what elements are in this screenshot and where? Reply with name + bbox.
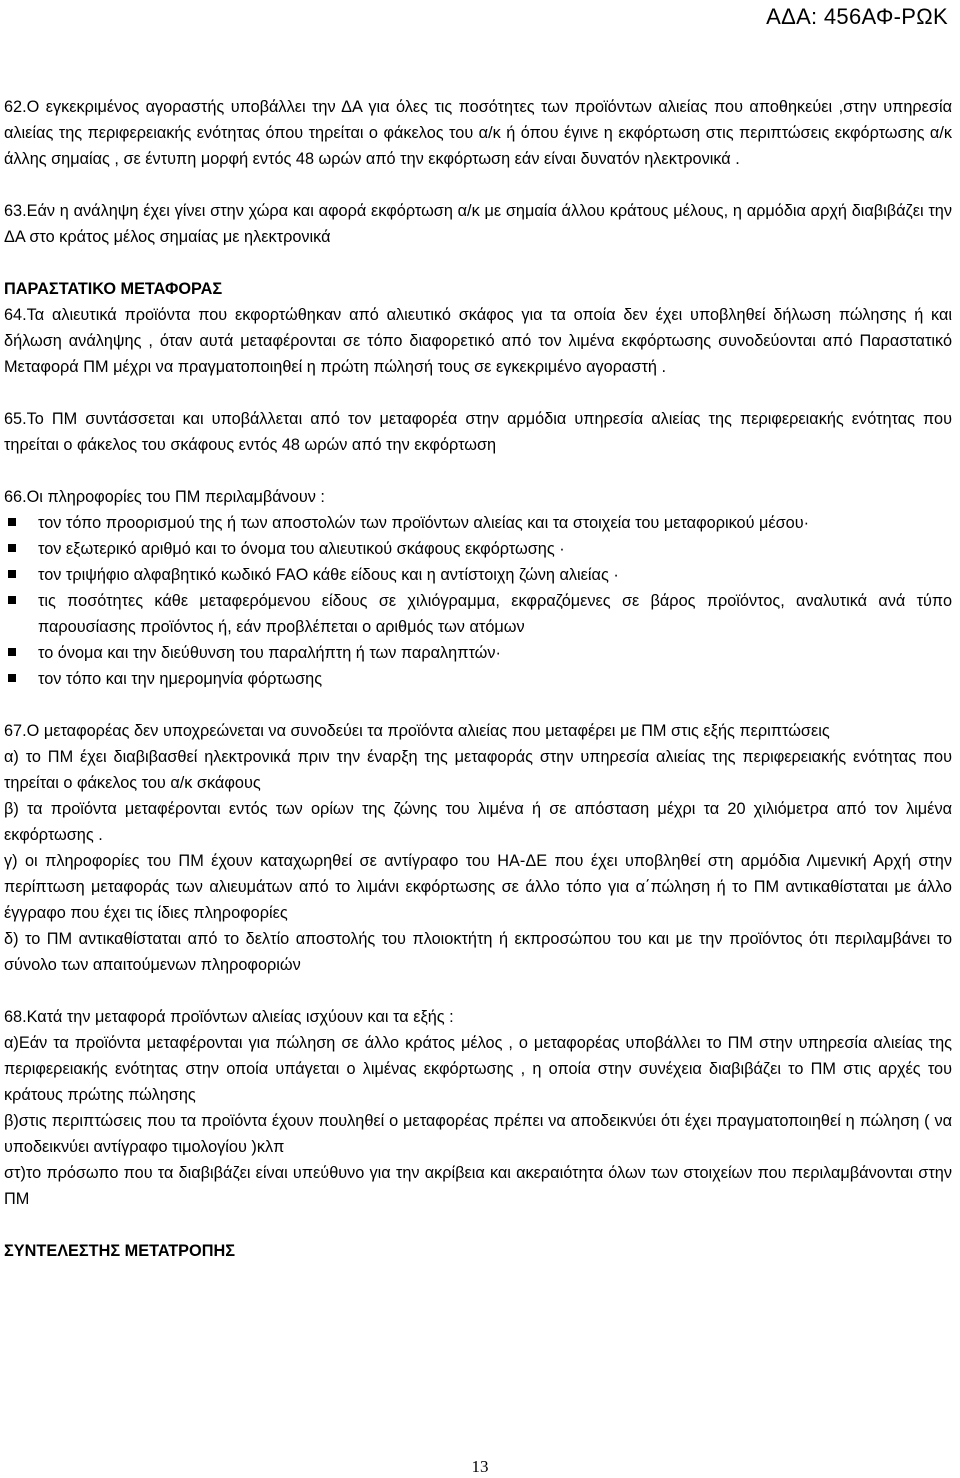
page-number: 13: [471, 1457, 489, 1476]
paragraph-68b: β)στις περιπτώσεις που τα προϊόντα έχουν πουληθεί ο μεταφορέας πρέπει να αποδεικνύει ότι έχει πραγματοποιηθεί η πώληση ( να υποδεικνύει αντίγραφο τιμολογίου )κλπ: [4, 1112, 952, 1156]
bullet-square-icon: [8, 544, 16, 552]
bullet-square-icon: [8, 674, 16, 682]
document-body: [4, 94, 952, 1264]
paragraph-66: 66.Οι πληροφορίες του ΠΜ περιλαμβάνουν :: [4, 488, 325, 506]
paragraph-64: 64.Τα αλιευτικά προϊόντα που εκφορτώθηκαν από αλιευτικό σκάφος για τα οποία δεν έχει υποβληθεί δήλωση πώλησης ή και δήλωση ανάληψης , όταν αυτά μεταφέρονται σε τόπο διαφορετικό από τον λιμένα εκφόρτωσης συνοδεύονται από Παραστατικό Μεταφορά ΠΜ μέχρι να πραγματοποιηθεί η πρώτη πώλησή τους σε εγκεκριμένο αγοραστή .: [4, 306, 952, 376]
list-item: τον τόπο προορισμού της ή των αποστολών των προϊόντων αλιείας και τα στοιχεία του μεταφορικού μέσου·: [4, 510, 952, 536]
list-item: τις ποσότητες κάθε μεταφερόμενου είδους σε χιλιόγραμμα, εκφραζόμενες σε βάρος προϊόντος, αναλυτικά ανά τύπο παρουσίασης προϊόντος ή, εάν προβλέπεται ο αριθμός των ατόμων: [4, 588, 952, 640]
heading-conversion-factor: ΣΥΝΤΕΛΕΣΤΗΣ ΜΕΤΑΤΡΟΠΗΣ: [4, 1242, 235, 1260]
paragraph-62: 62.Ο εγκεκριμένος αγοραστής υποβάλλει την ΔΑ για όλες τις ποσότητες των προϊόντων αλιείας που αποθηκεύει ,στην υπηρεσία αλιείας της περιφερειακής ενότητας όπου τηρείται ο φάκελος του α/κ ή όπου έγινε η εκφόρτωση στις περιπτώσεις εκφόρτωσης α/κ άλλης σημαίας , σε έντυπη μορφή εντός 48 ωρών από την εκφόρτωση εάν είναι δυνατόν ηλεκτρονικά .: [4, 98, 952, 168]
paragraph-65: 65.Το ΠΜ συντάσσεται και υποβάλλεται από τον μεταφορέα στην αρμόδια υπηρεσία αλιείας της περιφερειακής ενότητας που τηρείται ο φάκελος του σκάφους εντός 48 ωρών από την εκφόρτωση: [4, 410, 952, 454]
paragraph-68c: στ)το πρόσωπο που τα διαβιβάζει είναι υπεύθυνο για την ακρίβεια και ακεραιότητα όλων των στοιχείων που περιλαμβάνονται στην ΠΜ: [4, 1164, 952, 1208]
info-list: [4, 510, 952, 692]
bullet-square-icon: [8, 596, 16, 604]
paragraph-67b: β) τα προϊόντα μεταφέρονται εντός των ορίων της ζώνης του λιμένα ή σε απόσταση μέχρι τα 20 χιλιόμετρα από τον λιμένα εκφόρτωσης .: [4, 800, 952, 844]
bullet-square-icon: [8, 518, 16, 526]
paragraph-67a: α) το ΠΜ έχει διαβιβασθεί ηλεκτρονικά πριν την έναρξη της μεταφοράς στην υπηρεσία αλιείας της περιφερειακής ενότητας που τηρείται ο φάκελος του α/κ σκάφους: [4, 748, 952, 792]
list-item: το όνομα και την διεύθυνση του παραλήπτη ή των παραληπτών·: [4, 640, 952, 666]
paragraph-68a: α)Εάν τα προϊόντα μεταφέρονται για πώληση σε άλλο κράτος μέλος , ο μεταφορέας υποβάλλει το ΠΜ στην υπηρεσία αλιείας της περιφερειακής ενότητας στην οποία υπάγεται ο λιμένας εκφόρτωσης , η οποία στην συνέχεια διαβιβάζει το ΠΜ στις αρχές του κράτους πρώτης πώλησης: [4, 1034, 952, 1104]
list-item: τον εξωτερικό αριθμό και το όνομα του αλιευτικού σκάφους εκφόρτωσης ·: [4, 536, 952, 562]
paragraph-68: 68.Κατά την μεταφορά προϊόντων αλιείας ισχύουν και τα εξής :: [4, 1008, 454, 1026]
heading-transport-document: ΠΑΡΑΣΤΑΤΙΚΟ ΜΕΤΑΦΟΡΑΣ: [4, 280, 223, 298]
list-item: τον τόπο και την ημερομηνία φόρτωσης: [4, 666, 952, 692]
paragraph-67d: δ) το ΠΜ αντικαθίσταται από το δελτίο αποστολής του πλοιοκτήτη ή εκπροσώπου του και με την προϊόντος ότι περιλαμβάνει το σύνολο των απαιτούμενων πληροφοριών: [4, 930, 952, 974]
paragraph-67c: γ) οι πληροφορίες του ΠΜ έχουν καταχωρηθεί σε αντίγραφο του ΗΑ-ΔΕ που έχει υποβληθεί στη αρμόδια Λιμενική Αρχή στην περίπτωση μεταφοράς των αλιευμάτων από το λιμάνι εκφόρτωσης σε άλλο τόπο για α΄πώληση ή το ΠΜ αντικαθίσταται με άλλο έγγραφο που έχει τις ίδιες πληροφορίες: [4, 852, 952, 922]
bullet-square-icon: [8, 570, 16, 578]
bullet-square-icon: [8, 648, 16, 656]
list-item: τον τριψήφιο αλφαβητικό κωδικό FAO κάθε είδους και η αντίστοιχη ζώνη αλιείας ·: [4, 562, 952, 588]
paragraph-67: 67.Ο μεταφορέας δεν υποχρεώνεται να συνοδεύει τα προϊόντα αλιείας που μεταφέρει με ΠΜ στις εξής περιπτώσεις: [4, 722, 830, 740]
ada-code: ΑΔΑ: 456ΑΦ-ΡΩΚ: [766, 4, 948, 29]
paragraph-63: 63.Εάν η ανάληψη έχει γίνει στην χώρα και αφορά εκφόρτωση α/κ με σημαία άλλου κράτους μέλους, η αρμόδια αρχή διαβιβάζει την ΔΑ στο κράτος μέλος σημαίας με ηλεκτρονικά: [4, 202, 952, 246]
